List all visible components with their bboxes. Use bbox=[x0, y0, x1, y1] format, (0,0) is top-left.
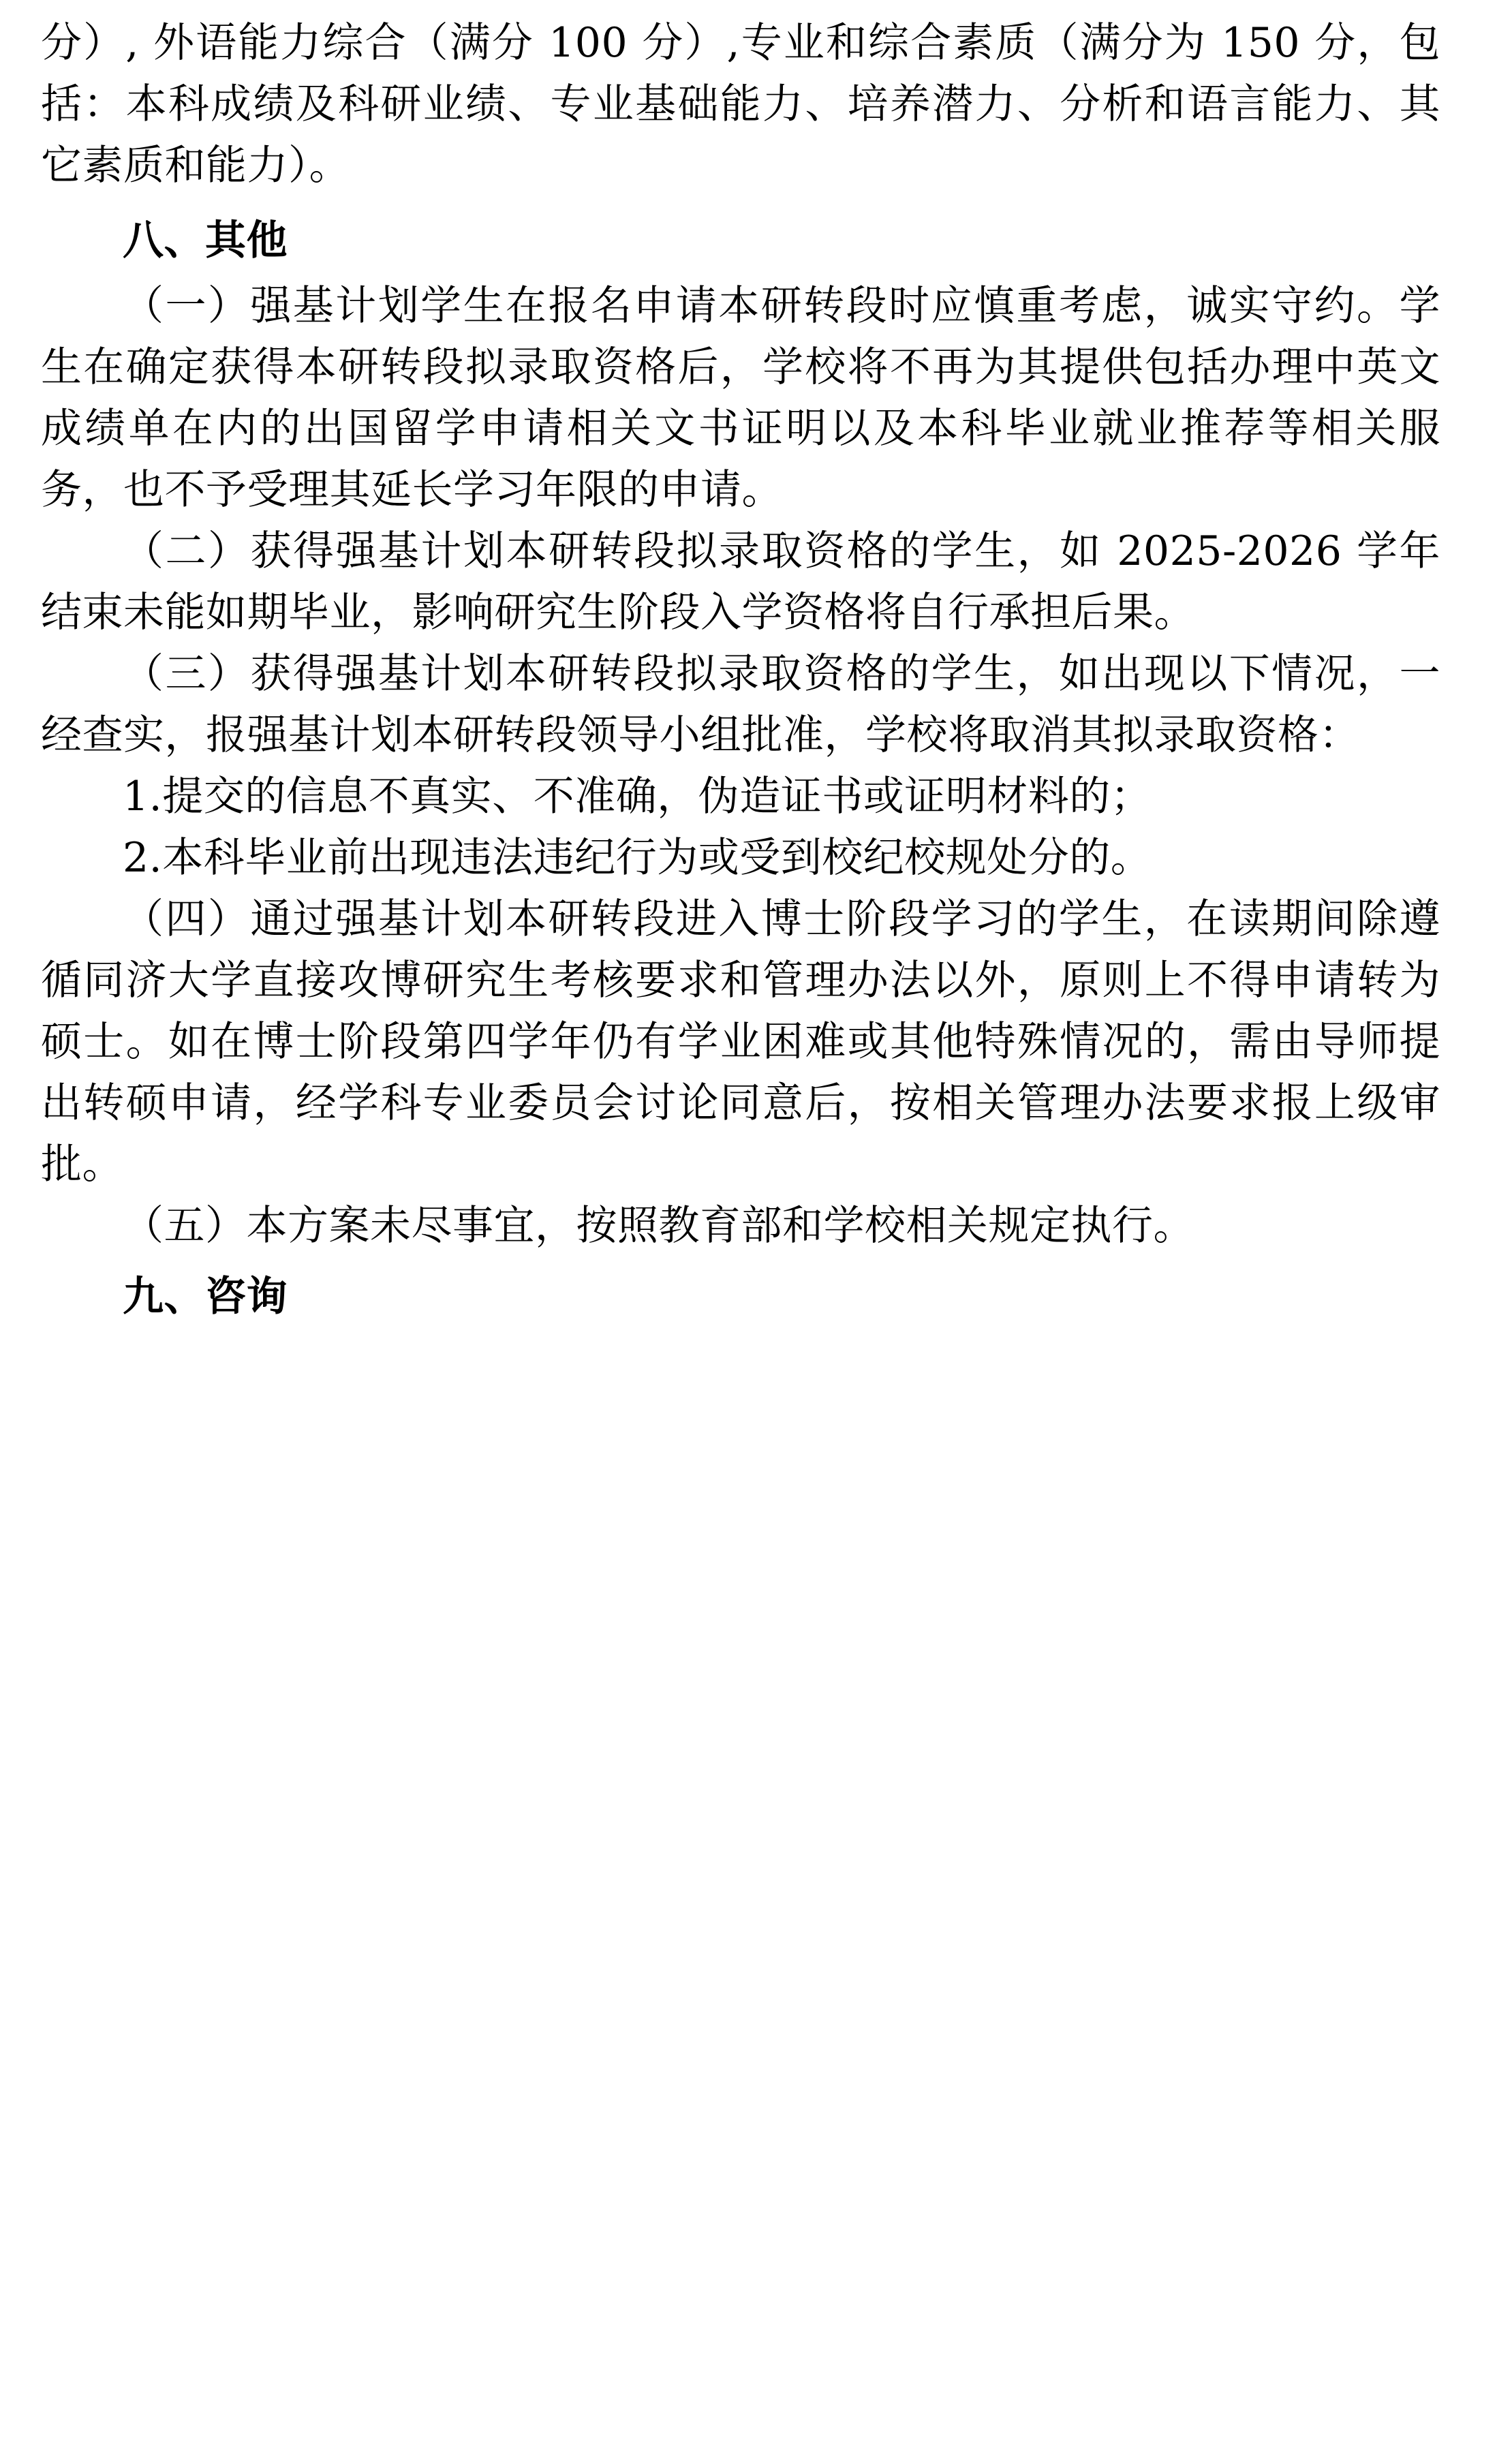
paragraph-scoring-continued: 分）, 外语能力综合（满分 100 分）,专业和综合素质（满分为 150 分，包括：本科成绩及科研业绩、专业基础能力、培养潜力、分析和语言能力、其它素质和能力）。 bbox=[41, 19, 1440, 189]
document-body bbox=[41, 12, 1440, 1327]
list-item-1: 1.提交的信息不真实、不准确，伪造证书或证明材料的； bbox=[123, 773, 1152, 820]
paragraph-other-4: （四）通过强基计划本研转段进入博士阶段学习的学生，在读期间除遵循同济大学直接攻博研究生考核要求和管理办法以外，原则上不得申请转为硕士。如在博士阶段第四学年仍有学业困难或其他特殊情况的，需由导师提出转硕申请，经学科专业委员会讨论同意后，按相关管理办法要求报上级审批。 bbox=[41, 895, 1440, 1188]
paragraph-other-5: （五）本方案未尽事宜，按照教育部和学校相关规定执行。 bbox=[123, 1202, 1194, 1250]
paragraph-other-2: （二）获得强基计划本研转段拟录取资格的学生，如 2025-2026 学年结束未能如期毕业，影响研究生阶段入学资格将自行承担后果。 bbox=[41, 527, 1440, 636]
paragraph-other-3: （三）获得强基计划本研转段拟录取资格的学生，如出现以下情况，一经查实，报强基计划本研转段领导小组批准，学校将取消其拟录取资格： bbox=[41, 650, 1440, 759]
spacer bbox=[41, 196, 1440, 200]
heading-consultation: 九、咨询 bbox=[123, 1273, 288, 1321]
list-item-2: 2.本科毕业前出现违法违纪行为或受到校纪校规处分的。 bbox=[123, 834, 1152, 882]
paragraph-other-1: （一）强基计划学生在报名申请本研转段时应慎重考虑，诚实守约。学生在确定获得本研转段拟录取资格后，学校将不再为其提供包括办理中英文成绩单在内的出国留学申请相关文书证明以及本科毕业就业推荐等相关服务，也不予受理其延长学习年限的申请。 bbox=[41, 282, 1440, 514]
heading-other: 八、其他 bbox=[123, 217, 288, 264]
